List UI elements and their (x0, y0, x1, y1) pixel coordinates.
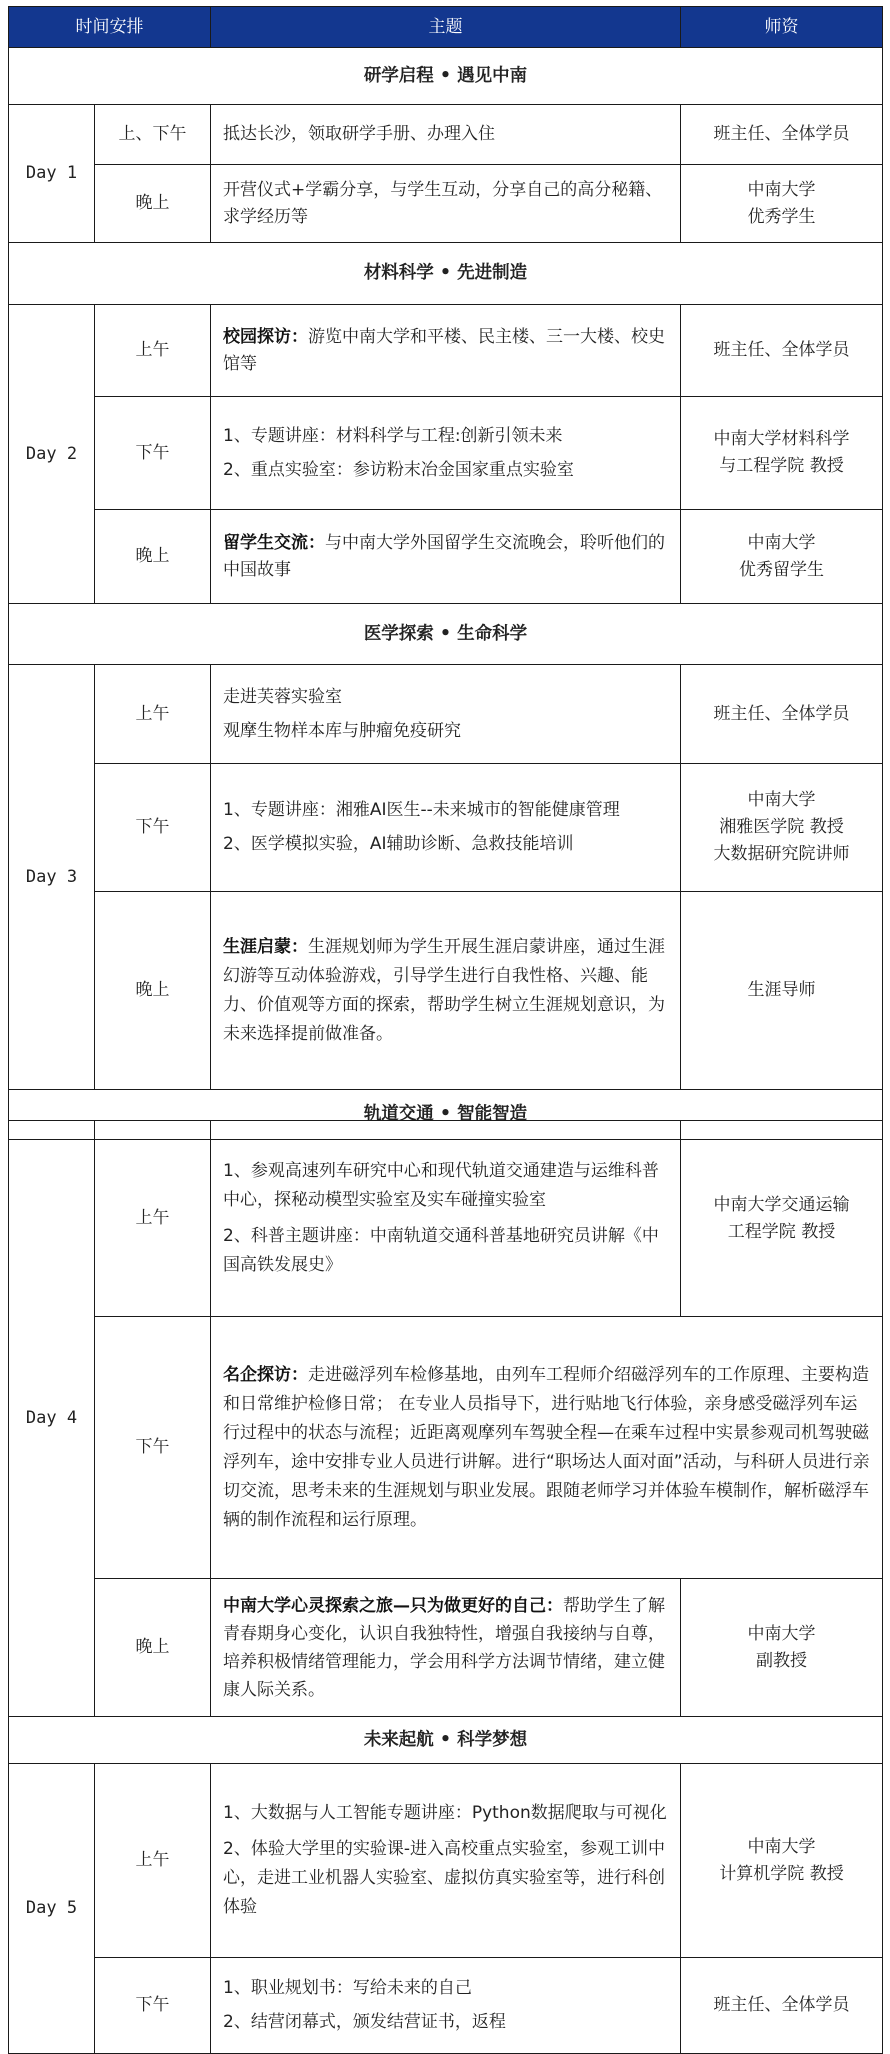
staff-cell: 班主任、全体学员 (681, 1958, 883, 2054)
topic-cell: 1、职业规划书：写给未来的自己 2、结营闭幕式，颁发结营证书，返程 (211, 1958, 681, 2054)
section-title: 医学探索 • 生命科学 (9, 604, 883, 665)
time-slot: 下午 (95, 1317, 211, 1579)
table-row (9, 305, 883, 397)
table-row (9, 397, 883, 510)
time-slot: 上午 (95, 1121, 211, 1317)
table-row (9, 165, 883, 243)
table-row (9, 1317, 883, 1579)
day-label: Day 1 (9, 105, 95, 243)
time-slot: 下午 (95, 764, 211, 892)
topic-cell: 走进芙蓉实验室 观摩生物样本库与肿瘤免疫研究 (211, 665, 681, 764)
table-row (9, 1579, 883, 1717)
section-title: 轨道交通 • 智能智造 (9, 1090, 883, 1140)
header-staff: 师资 (681, 7, 883, 48)
day-label: Day 5 (9, 1764, 95, 2054)
time-slot: 晚上 (95, 1579, 211, 1717)
time-slot: 下午 (95, 397, 211, 510)
topic-cell: 名企探访：走进磁浮列车检修基地，由列车工程师介绍磁浮列车的工作原理、主要构造和日常维护检修日常； 在专业人员指导下，进行贴地飞行体验，亲身感受磁浮列车运行过程中的状态与流程；近距离观摩列车驾驶全程—在乘车过程中实景参观司机驾驶磁浮列车，途中安排专业人员进行讲解。进行“职场达人面对面”活动，与科研人员进行亲切交流，思考未来的生涯规划与职业发展。跟随老师学习并体验车模制作，解析磁浮车辆的制作流程和运行原理。 (211, 1317, 883, 1579)
topic-cell: 1、参观高速列车研究中心和现代轨道交通建造与运维科普中心，探秘动模型实验室及实车碰撞实验室 2、科普主题讲座：中南轨道交通科普基地研究员讲解《中国高铁发展史》 (211, 1121, 681, 1317)
time-slot: 晚上 (95, 165, 211, 243)
topic-cell: 开营仪式+学霸分享，与学生互动，分享自己的高分秘籍、求学经历等 (211, 165, 681, 243)
time-slot: 下午 (95, 1958, 211, 2054)
schedule-table-part1 (8, 6, 883, 1140)
staff-cell: 中南大学 湘雅医学院 教授 大数据研究院讲师 (681, 764, 883, 892)
day-label: Day 3 (9, 665, 95, 1090)
topic-cell: 1、专题讲座：材料科学与工程:创新引领未来 2、重点实验室：参访粉末冶金国家重点实验室 (211, 397, 681, 510)
header-topic: 主题 (211, 7, 681, 48)
topic-cell: 中南大学心灵探索之旅—只为做更好的自己：帮助学生了解青春期身心变化，认识自我独特性，增强自我接纳与自尊，培养积极情绪管理能力，学会用科学方法调节情绪，建立健康人际关系。 (211, 1579, 681, 1717)
table-row (9, 105, 883, 165)
time-slot: 上、下午 (95, 105, 211, 165)
topic-cell: 1、专题讲座：湘雅AI医生--未来城市的智能健康管理 2、医学模拟实验，AI辅助诊断、急救技能培训 (211, 764, 681, 892)
time-slot: 上午 (95, 305, 211, 397)
staff-cell: 中南大学 副教授 (681, 1579, 883, 1717)
section-title: 研学启程 • 遇见中南 (9, 48, 883, 105)
staff-cell: 生涯导师 (681, 892, 883, 1090)
staff-cell: 中南大学 计算机学院 教授 (681, 1764, 883, 1958)
table-row (9, 510, 883, 604)
schedule-table-part2 (8, 1120, 883, 2054)
topic-cell: 1、大数据与人工智能专题讲座：Python数据爬取与可视化 2、体验大学里的实验课-进入高校重点实验室，参观工训中心，走进工业机器人实验室、虚拟仿真实验室等，进行科创体验 (211, 1764, 681, 1958)
day-label: Day 2 (9, 305, 95, 604)
topic-cell: 校园探访：游览中南大学和平楼、民主楼、三一大楼、校史馆等 (211, 305, 681, 397)
staff-cell: 中南大学 优秀学生 (681, 165, 883, 243)
table-row (9, 1958, 883, 2054)
time-slot: 晚上 (95, 510, 211, 604)
staff-cell: 中南大学材料科学 与工程学院 教授 (681, 397, 883, 510)
table-row (9, 892, 883, 1090)
table-row (9, 764, 883, 892)
section-title: 材料科学 • 先进制造 (9, 243, 883, 305)
header-time: 时间安排 (9, 7, 211, 48)
staff-cell: 中南大学 优秀留学生 (681, 510, 883, 604)
table-row (9, 1764, 883, 1958)
topic-cell: 生涯启蒙：生涯规划师为学生开展生涯启蒙讲座，通过生涯幻游等互动体验游戏，引导学生进行自我性格、兴趣、能力、价值观等方面的探索，帮助学生树立生涯规划意识，为未来选择提前做准备。 (211, 892, 681, 1090)
time-slot: 上午 (95, 1764, 211, 1958)
topic-cell: 抵达长沙，领取研学手册、办理入住 (211, 105, 681, 165)
staff-cell: 班主任、全体学员 (681, 305, 883, 397)
time-slot: 上午 (95, 665, 211, 764)
table-row (9, 1121, 883, 1317)
staff-cell: 班主任、全体学员 (681, 665, 883, 764)
staff-cell: 中南大学交通运输 工程学院 教授 (681, 1121, 883, 1317)
section-title: 未来起航 • 科学梦想 (9, 1717, 883, 1764)
topic-cell: 留学生交流：与中南大学外国留学生交流晚会，聆听他们的中国故事 (211, 510, 681, 604)
table-row (9, 665, 883, 764)
time-slot: 晚上 (95, 892, 211, 1090)
staff-cell: 班主任、全体学员 (681, 105, 883, 165)
table-header (9, 7, 883, 48)
day-label: Day 4 (9, 1121, 95, 1717)
